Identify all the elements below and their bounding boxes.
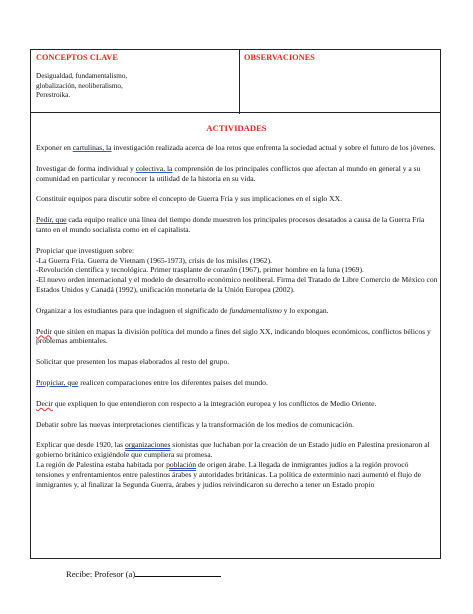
header-table-row xyxy=(30,49,441,113)
text-run: que expliquen lo que entendieron con respecto a la integración europea y los conflictos de Medio Oriente. xyxy=(52,398,377,408)
document-sheet xyxy=(30,49,441,559)
actividades-body xyxy=(36,143,438,499)
text-run: comprensión de los principales conflictos que afectan al mundo en general y a su comunidad en particular y reconocer la utilidad de la historia en su vida. xyxy=(36,163,421,183)
text-run: que sitúen en mapas la división política del mundo a fines del siglo XX, indicando bloques económicos, conflictos bélicos y problemas ambientales. xyxy=(36,326,431,346)
footer-label: Recibe: Profesor (a) xyxy=(66,569,136,579)
text-run: -La Guerra Fría. Guerra de Vietnam (1965-1973), crisis de los misiles (1962). xyxy=(36,255,273,265)
text-run: Propiciar que investiguen sobre: xyxy=(36,245,135,255)
text-run: de origen árabe. La llegada de inmigrantes judíos a la región provocó tensiones y enfrentamientos entre palestinos árabes y autoridades británicas. La política de exterminio nazi aumentó el flujo de inmigrantes y, al finalizar la Segunda Guerra, árabes y judíos reivindicaron su derecho a tener un Estado propio xyxy=(36,459,422,489)
concept-line: Perestroika. xyxy=(36,91,71,99)
text-run: Organizar a los estudiantes para que indaguen el significado de xyxy=(36,305,230,315)
text-run: sionistas que luchaban por la creación de un Estado judío en Palestina presionaron al gobierno británico exigiéndole que cumpliera su promesa. xyxy=(36,440,430,460)
conceptos-header: CONCEPTOS CLAVE xyxy=(36,53,118,62)
concept-line: Desigualdad, fundamentalismo, xyxy=(36,72,128,80)
conceptos-cell xyxy=(36,53,236,101)
text-run: -Revolución científica y tecnológica. Primer trasplante de corazón (1967), primer hombre en la luna (1969). xyxy=(36,265,364,275)
text-run: La región de Palestina estaba habitada por xyxy=(36,459,167,469)
signature-line xyxy=(66,568,221,579)
conceptos-list xyxy=(36,72,236,101)
text-run: y lo expongan. xyxy=(281,305,329,315)
signature-blank xyxy=(135,568,221,577)
text-run: cartulinas, la xyxy=(72,143,112,152)
text-run: Investigar de forma individual y xyxy=(36,163,136,173)
activity-paragraph xyxy=(36,327,438,347)
text-run: Exponer en xyxy=(36,143,73,152)
column-divider xyxy=(239,50,240,114)
text-run: organizaciones xyxy=(125,440,171,450)
activity-paragraph: Constituir equipos para discutir sobre el concepto de Guerra Fría y sus implicaciones en el siglo XX. xyxy=(36,194,342,204)
text-run: investigación realizada acerca de loa retos que enfrenta la sociedad actual y sobre el futuro de los jóvenes. xyxy=(111,143,436,152)
activity-paragraph: Debatir sobre las nuevas interpretaciones científicas y la transformación de los medios de comunicación. xyxy=(36,419,354,429)
text-run: colectiva, la xyxy=(135,163,173,173)
text-run: Propiciar, que xyxy=(36,377,79,387)
activity-paragraph xyxy=(36,399,438,409)
activity-paragraph: Solicitar que presenten los mapas elaborados al resto del grupo. xyxy=(36,357,230,367)
actividades-title: ACTIVIDADES xyxy=(206,123,267,133)
activity-paragraph xyxy=(36,378,438,388)
text-run: Explicar que desde 1920, las xyxy=(36,440,125,450)
text-run: Decir xyxy=(36,398,53,408)
text-run: población xyxy=(166,459,197,469)
activity-paragraph xyxy=(36,143,438,153)
text-run: cada equipo realice una línea del tiempo donde muestren los principales procesos desatados a causa de la Guerra Fría tanto en el mundo socialista como en el capitalista. xyxy=(36,215,425,234)
activity-paragraph xyxy=(36,164,438,184)
text-run: Pedir, que xyxy=(36,215,67,225)
activity-paragraph xyxy=(36,440,438,489)
text-run: -El nuevo orden internacional y el modelo de desarrollo económico neoliberal. Firma del Tratado de Libre Comercio de México con Estados Unidos y Canadá (1992), unificación monetaria de la Unión Europea (2002). xyxy=(36,275,438,294)
concept-line: globalización, neoliberalismo, xyxy=(36,81,123,90)
text-run: fundamentalismo xyxy=(229,305,282,315)
activity-paragraph xyxy=(36,306,438,316)
text-run: Pedir xyxy=(36,326,53,336)
observaciones-cell xyxy=(244,53,434,62)
actividades-cell xyxy=(30,112,441,559)
observaciones-header: OBSERVACIONES xyxy=(244,53,315,62)
activity-paragraph xyxy=(36,215,438,235)
text-run: realicen comparaciones entre los diferentes países del mundo. xyxy=(78,377,268,387)
activity-paragraph xyxy=(36,246,438,295)
